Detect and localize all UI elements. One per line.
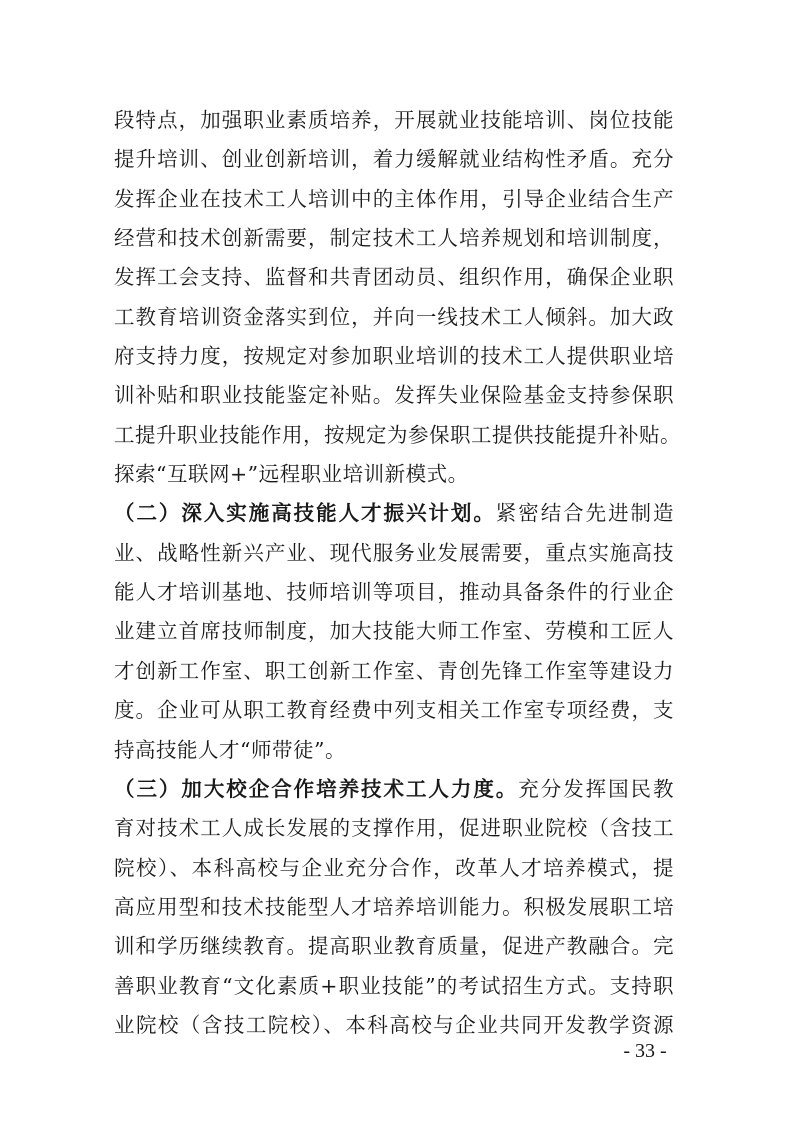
text-line: 才创新工作室、职工创新工作室、青创先锋工作室等建设力 (114, 658, 674, 683)
page-number: - 33 - (623, 1040, 667, 1062)
text-line: 业院校（含技工院校）、本科高校与企业共同开发教学资源 (114, 1012, 674, 1037)
text-line: 育对技术工人成长发展的支撑作用，促进职业院校（含技工 (114, 816, 674, 841)
text-line: 高应用型和技术技能型人才培养培训能力。积极发展职工培 (114, 894, 674, 919)
text-line: 工提升职业技能作用，按规定为参保职工提供技能提升补贴。 (114, 422, 681, 447)
text-line: 探索“互联网+”远程职业培训新模式。 (114, 462, 469, 487)
text-line: 业、战略性新兴产业、现代服务业发展需要，重点实施高技 (114, 540, 674, 565)
text-line: 能人才培训基地、技师培训等项目，推动具备条件的行业企 (114, 580, 674, 605)
section-heading: （三）加大校企合作培养技术工人力度。 (114, 776, 519, 801)
text-line: 工教育培训资金落实到位，并向一线技术工人倾斜。加大政 (114, 304, 674, 329)
text-line: 业建立首席技师制度，加大技能大师工作室、劳模和工匠人 (114, 619, 674, 644)
text-line: 度。企业可从职工教育经费中列支相关工作室专项经费，支 (114, 698, 674, 723)
text-line: 段特点，加强职业素质培养，开展就业技能培训、岗位技能 (114, 108, 674, 132)
section-heading-line (114, 770, 674, 809)
text-line: 经营和技术创新需要，制定技术工人培养规划和培训制度， (114, 226, 674, 251)
text-line: 提升培训、创业创新培训，着力缓解就业结构性矛盾。充分 (114, 147, 674, 172)
text-line-rest: 紧密结合先进制造 (495, 501, 675, 526)
text-line: 训和学历继续教育。提高职业教育质量，促进产教融合。完 (114, 934, 674, 959)
text-line: 善职业教育“文化素质+职业技能”的考试招生方式。支持职 (114, 973, 674, 998)
section-heading: （二）深入实施高技能人才振兴计划。 (114, 501, 496, 526)
text-line: 府支持力度，按规定对参加职业培训的技术工人提供职业培 (114, 344, 674, 369)
text-line: 发挥工会支持、监督和共青团动员、组织作用，确保企业职 (114, 265, 674, 290)
text-line: 发挥企业在技术工人培训中的主体作用，引导企业结合生产 (114, 186, 674, 211)
section-heading-line (114, 494, 674, 533)
body-text (114, 101, 681, 1045)
text-line: 院校）、本科高校与企业充分合作，改革人才培养模式，提 (114, 855, 674, 880)
text-line-rest: 充分发挥国民教 (518, 776, 674, 801)
text-line: 训补贴和职业技能鉴定补贴。发挥失业保险基金支持参保职 (114, 383, 674, 408)
text-line: 持高技能人才“师带徒”。 (114, 737, 346, 762)
